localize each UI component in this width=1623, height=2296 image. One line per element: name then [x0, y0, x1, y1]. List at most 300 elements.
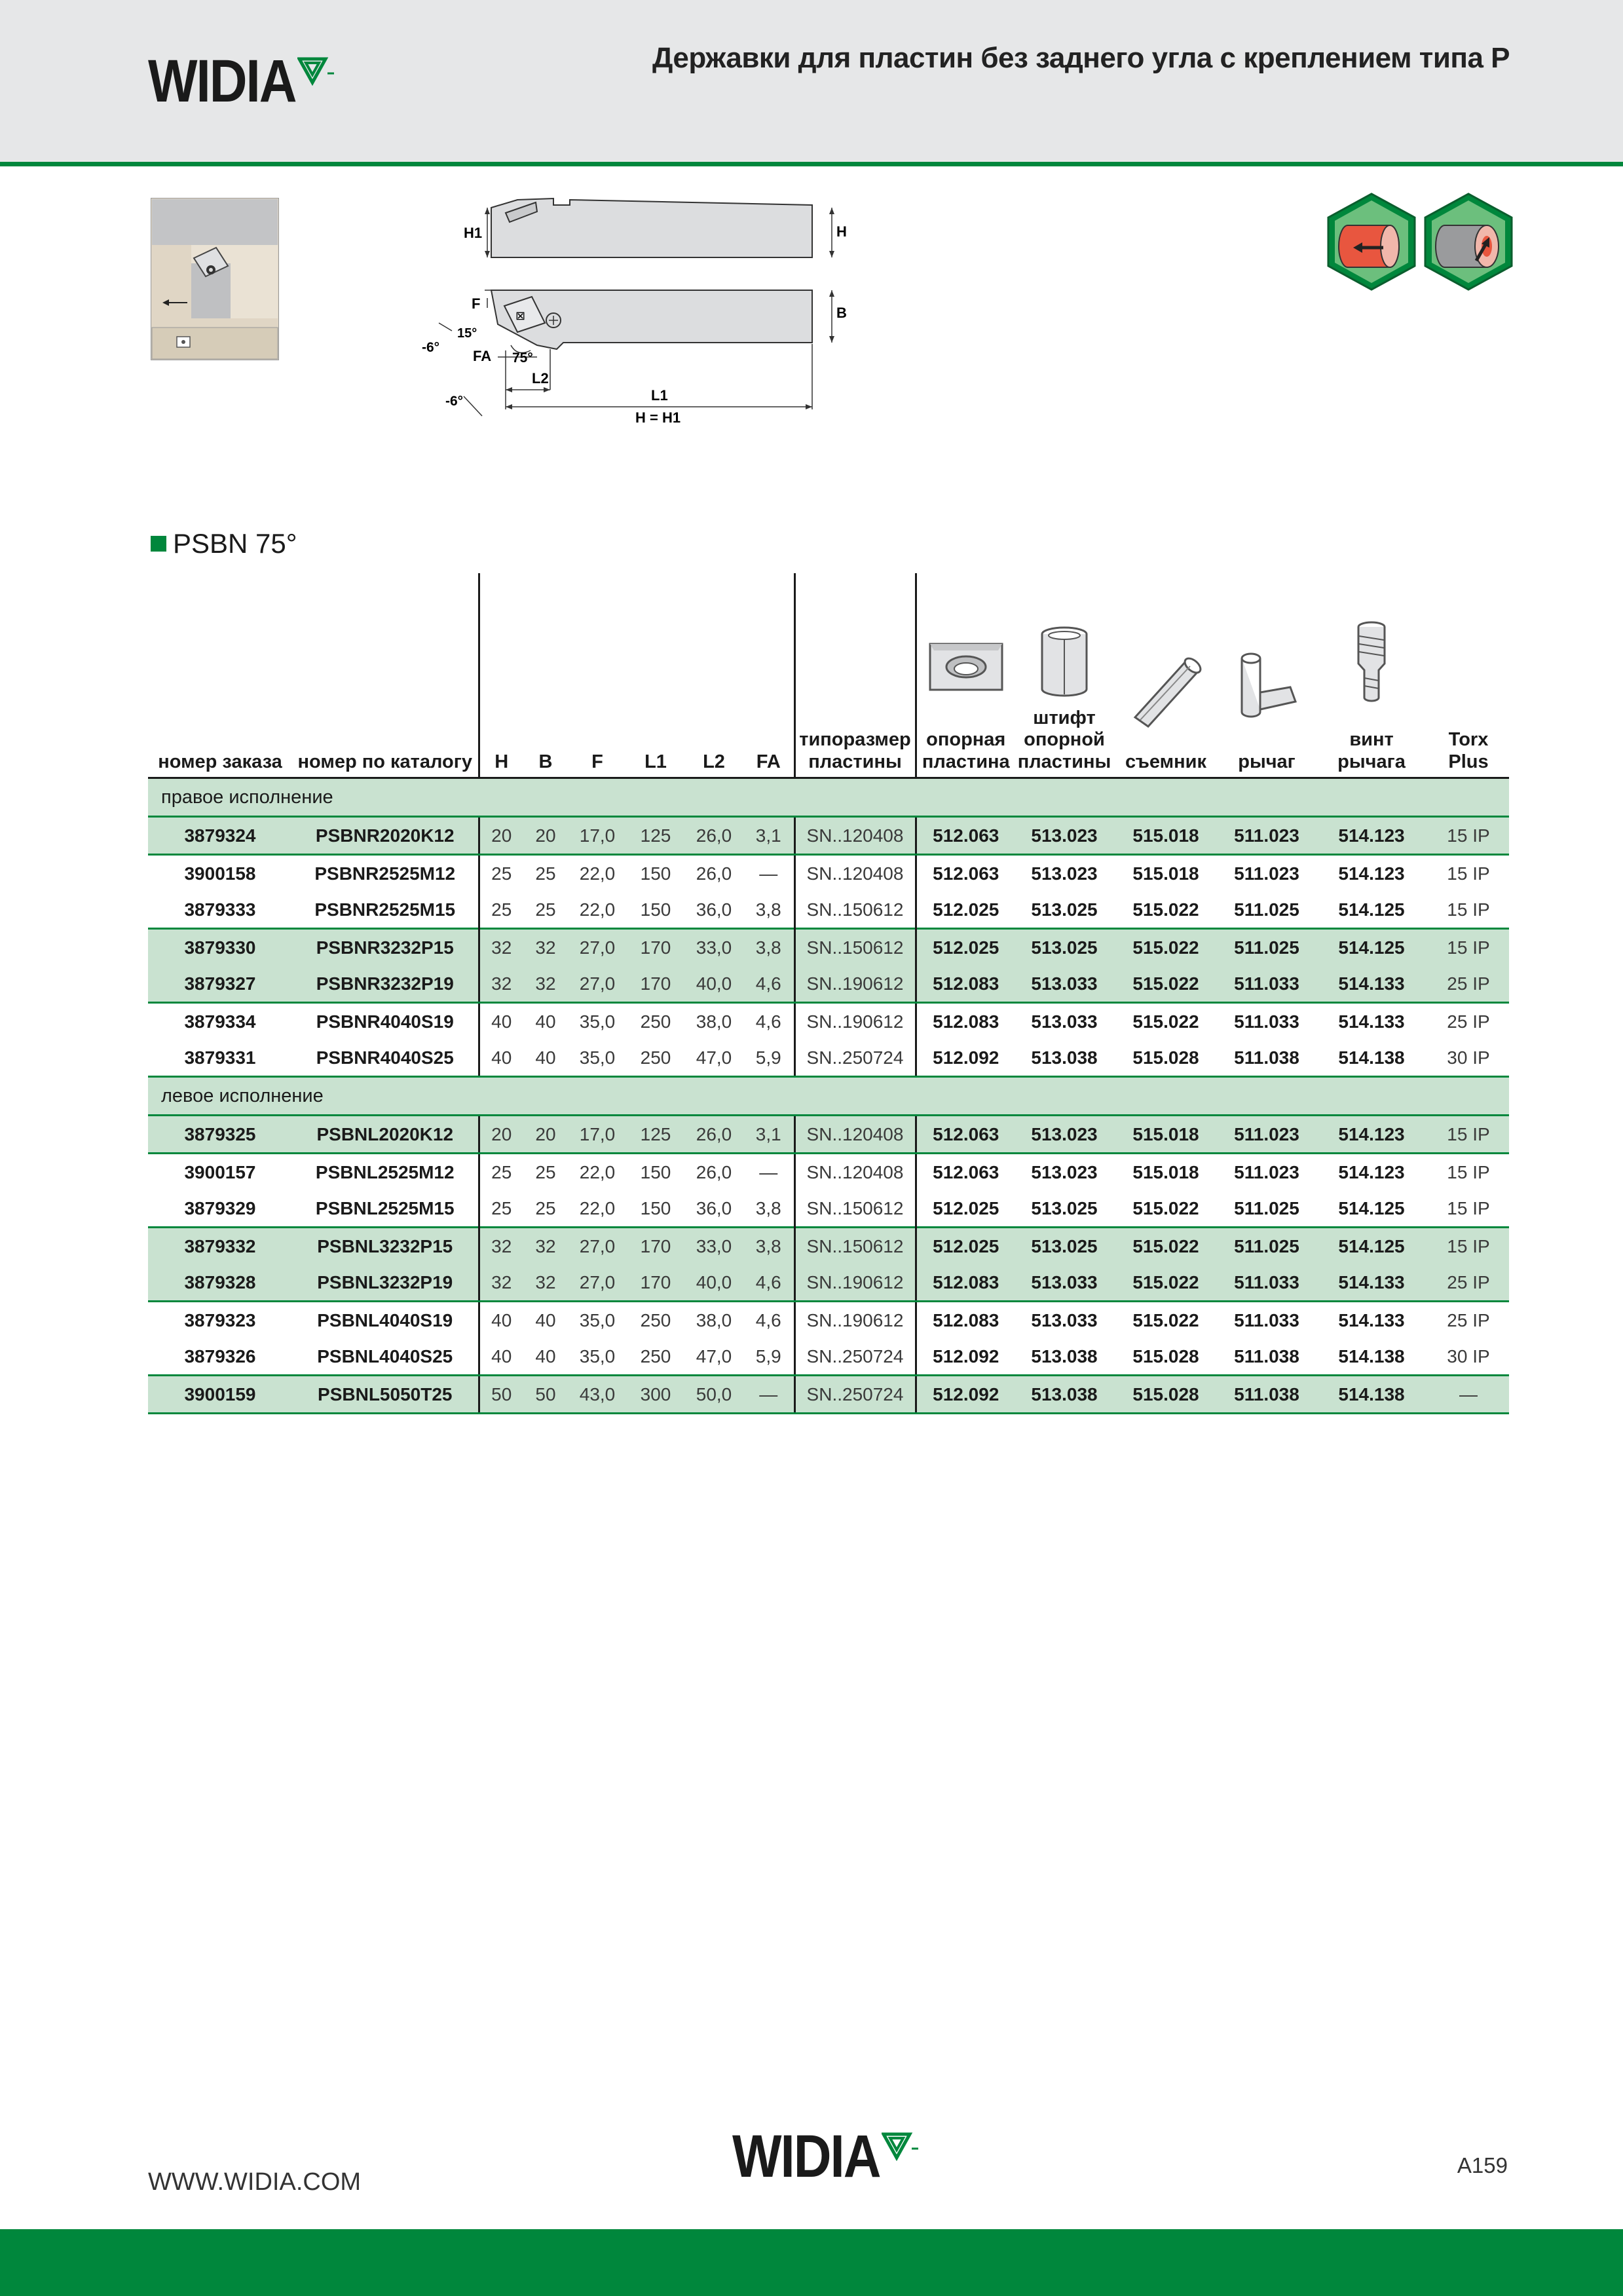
cell-torx: 25 IP — [1447, 1011, 1490, 1032]
cell-l2: 26,0 — [696, 1161, 732, 1182]
cell-l2: 38,0 — [696, 1011, 732, 1032]
cell-pin: 513.023 — [1015, 817, 1113, 855]
cell-screw: 514.125 — [1315, 929, 1428, 966]
cell-catalog: PSBNR2525M12 — [314, 863, 456, 884]
cell-puller: 515.018 — [1132, 863, 1199, 884]
cell-l1: 300 — [627, 1376, 684, 1414]
cell-insert: SN..120408 — [794, 817, 916, 855]
col-lever-screw — [1315, 573, 1428, 778]
col-order: номер заказа — [148, 573, 292, 778]
cell-lever: 511.033 — [1234, 1309, 1299, 1330]
cell-insert: SN..120408 — [794, 1154, 916, 1191]
cell-fa: 4,6 — [755, 1309, 781, 1330]
cell-catalog: PSBNR2020K12 — [292, 817, 479, 855]
cell-insert: SN..190612 — [794, 966, 916, 1003]
cell-l1: 170 — [627, 1228, 684, 1265]
cell-h: 40 — [479, 1302, 523, 1339]
cell-puller: 515.022 — [1113, 1264, 1218, 1302]
label-h-eq-h1: H = H1 — [635, 409, 681, 426]
table-row — [148, 1302, 1509, 1339]
cell-torx: 25 IP — [1428, 1264, 1509, 1302]
cell-puller: 515.018 — [1132, 1161, 1199, 1182]
cell-b: 32 — [523, 1228, 568, 1265]
cell-insert: SN..190612 — [794, 1264, 916, 1302]
label-neg6-top: -6° — [422, 340, 440, 355]
col-l2: L2 — [684, 573, 743, 778]
cell-b: 40 — [523, 1338, 568, 1376]
cell-h: 32 — [479, 1228, 523, 1265]
cell-screw: 514.133 — [1338, 1011, 1405, 1032]
cell-order: 3879327 — [148, 966, 292, 1003]
cell-torx: 30 IP — [1428, 1338, 1509, 1376]
cell-catalog: PSBNR3232P19 — [292, 966, 479, 1003]
cell-screw: 514.123 — [1338, 863, 1405, 884]
cell-l1: 150 — [640, 863, 671, 884]
cell-l1: 125 — [627, 1116, 684, 1154]
table-row — [148, 855, 1509, 892]
cell-lever: 511.038 — [1218, 1376, 1315, 1414]
col-l1: L1 — [627, 573, 684, 778]
cell-pin: 513.023 — [1015, 1116, 1113, 1154]
cell-f: 35,0 — [579, 1011, 616, 1032]
cell-puller: 515.022 — [1132, 1197, 1199, 1218]
cell-b: 25 — [535, 899, 556, 920]
cell-catalog: PSBNL2020K12 — [292, 1116, 479, 1154]
shim-icon — [923, 631, 1009, 703]
label-75deg: 75° — [512, 350, 533, 366]
footer-url[interactable]: WWW.WIDIA.COM — [148, 2168, 362, 2196]
table-row — [148, 1338, 1509, 1376]
cell-l1: 150 — [640, 899, 671, 920]
cell-order: 3879334 — [184, 1011, 256, 1032]
cell-puller: 515.022 — [1113, 1228, 1218, 1265]
footer-band — [0, 2229, 1623, 2296]
footer-widia-triangle-icon — [882, 2132, 921, 2164]
cell-h: 40 — [479, 1338, 523, 1376]
cell-l1: 250 — [640, 1309, 671, 1330]
cell-puller: 515.018 — [1113, 1116, 1218, 1154]
cell-h: 25 — [479, 1154, 523, 1191]
cell-lever: 511.025 — [1218, 1228, 1315, 1265]
cell-catalog: PSBNR4040S25 — [292, 1040, 479, 1077]
product-table — [148, 573, 1509, 1414]
cell-pin: 513.033 — [1015, 966, 1113, 1003]
cell-insert: SN..190612 — [794, 1302, 916, 1339]
cell-catalog: PSBNR4040S19 — [316, 1011, 454, 1032]
cell-shim: 512.025 — [916, 892, 1015, 929]
cell-shim: 512.092 — [916, 1040, 1015, 1077]
cell-insert: SN..190612 — [794, 1003, 916, 1040]
cell-l2: 38,0 — [696, 1309, 732, 1330]
cell-order: 3879331 — [148, 1040, 292, 1077]
cell-l2: 33,0 — [684, 1228, 743, 1265]
label-l2: L2 — [532, 370, 549, 386]
cell-f: 27,0 — [568, 966, 627, 1003]
cell-lever: 511.023 — [1234, 1161, 1299, 1182]
shim-pin-icon — [1032, 624, 1097, 702]
label-h: H — [836, 223, 847, 240]
cell-l2: 47,0 — [684, 1338, 743, 1376]
cell-puller: 515.028 — [1113, 1376, 1218, 1414]
table-row — [148, 966, 1509, 1003]
cell-insert: SN..250724 — [794, 1338, 916, 1376]
cell-screw: 514.138 — [1315, 1338, 1428, 1376]
cell-f: 17,0 — [568, 817, 627, 855]
cell-catalog: PSBNL4040S19 — [317, 1309, 453, 1330]
section-title — [151, 528, 297, 559]
header-rule — [0, 162, 1623, 166]
cell-catalog: PSBNL2525M12 — [315, 1161, 455, 1182]
cell-pin: 513.025 — [1031, 1197, 1098, 1218]
cell-screw: 514.138 — [1315, 1040, 1428, 1077]
cell-pin: 513.033 — [1031, 1309, 1098, 1330]
cell-insert: SN..150612 — [794, 929, 916, 966]
col-b: B — [523, 573, 568, 778]
cell-l1: 150 — [640, 1161, 671, 1182]
cell-b: 50 — [523, 1376, 568, 1414]
cell-shim: 512.083 — [916, 1264, 1015, 1302]
cell-fa: 3,8 — [743, 1228, 794, 1265]
cell-fa: — — [759, 863, 778, 884]
cell-h: 20 — [479, 817, 523, 855]
cell-catalog: PSBNL4040S25 — [292, 1338, 479, 1376]
cell-insert: SN..150612 — [794, 1190, 916, 1228]
label-fa: FA — [473, 348, 492, 364]
col-lever-screw-label: винт рычага — [1337, 729, 1406, 772]
cell-order: 3900157 — [184, 1161, 256, 1182]
cell-fa: 3,8 — [755, 899, 781, 920]
cell-h: 50 — [479, 1376, 523, 1414]
cell-order: 3879323 — [184, 1309, 256, 1330]
cell-screw: 514.123 — [1338, 1161, 1405, 1182]
label-neg6-bottom: -6° — [445, 394, 464, 409]
table-row — [148, 1116, 1509, 1154]
table-row — [148, 1003, 1509, 1040]
cell-pin: 513.023 — [1031, 1161, 1098, 1182]
cell-l1: 125 — [627, 817, 684, 855]
cell-screw: 514.123 — [1315, 1116, 1428, 1154]
label-l1: L1 — [651, 387, 668, 404]
table-row — [148, 1154, 1509, 1191]
cell-l2: 26,0 — [684, 817, 743, 855]
cell-order: 3879330 — [148, 929, 292, 966]
cell-b: 25 — [535, 1161, 556, 1182]
cell-insert: SN..150612 — [794, 892, 916, 929]
cell-h: 32 — [479, 929, 523, 966]
cell-torx: 15 IP — [1447, 1161, 1490, 1182]
col-shim — [916, 573, 1015, 778]
cell-catalog: PSBNL3232P15 — [292, 1228, 479, 1265]
logo-text: WIDIA — [148, 47, 296, 115]
cell-puller: 515.018 — [1113, 817, 1218, 855]
cell-b: 40 — [523, 1040, 568, 1077]
cell-screw: 514.133 — [1315, 966, 1428, 1003]
cell-puller: 515.022 — [1132, 1309, 1199, 1330]
cell-f: 35,0 — [579, 1309, 616, 1330]
cell-h: 32 — [479, 1264, 523, 1302]
cell-insert: SN..150612 — [794, 1228, 916, 1265]
table-row — [148, 1264, 1509, 1302]
cell-l2: 36,0 — [696, 1197, 732, 1218]
cell-order: 3900158 — [184, 863, 256, 884]
cell-catalog: PSBNL5050T25 — [292, 1376, 479, 1414]
cell-torx: 15 IP — [1447, 863, 1490, 884]
cell-torx: 25 IP — [1447, 1309, 1490, 1330]
cell-pin: 513.033 — [1031, 1011, 1098, 1032]
label-15deg: 15° — [457, 326, 477, 341]
lever-icon — [1227, 647, 1306, 732]
cell-b: 40 — [535, 1011, 556, 1032]
cell-lever: 511.025 — [1218, 929, 1315, 966]
col-torx: Torx Plus — [1428, 573, 1509, 778]
svg-text:⊠: ⊠ — [515, 309, 526, 323]
cell-torx: 15 IP — [1447, 1197, 1490, 1218]
cell-f: 27,0 — [568, 929, 627, 966]
cell-screw: 514.125 — [1338, 1197, 1405, 1218]
cell-puller: 515.022 — [1132, 1011, 1199, 1032]
cell-puller: 515.028 — [1113, 1338, 1218, 1376]
cell-lever: 511.023 — [1218, 817, 1315, 855]
col-f: F — [568, 573, 627, 778]
cell-fa: 4,6 — [743, 1264, 794, 1302]
cell-l2: 26,0 — [696, 863, 732, 884]
cell-b: 32 — [523, 1264, 568, 1302]
cell-f: 17,0 — [568, 1116, 627, 1154]
lever-screw-icon — [1342, 618, 1401, 709]
coating-icon-external — [1324, 191, 1419, 292]
cell-screw: 514.123 — [1315, 817, 1428, 855]
col-pin-label: штифт опорной пластины — [1017, 707, 1111, 772]
col-catalog: номер по каталогу — [292, 573, 479, 778]
cell-shim: 512.083 — [916, 1003, 1015, 1040]
section-marker — [151, 536, 166, 552]
cell-shim: 512.025 — [916, 1190, 1015, 1228]
cell-b: 20 — [523, 1116, 568, 1154]
cell-h: 25 — [479, 892, 523, 929]
cell-order: 3879333 — [184, 899, 256, 920]
page-number: A159 — [1457, 2153, 1508, 2177]
cell-h: 20 — [479, 1116, 523, 1154]
cell-h: 32 — [479, 966, 523, 1003]
col-lever — [1218, 573, 1315, 778]
cell-lever: 511.033 — [1234, 1011, 1299, 1032]
cell-torx: — — [1428, 1376, 1509, 1414]
col-insert-size: типоразмер пластины — [794, 573, 916, 778]
cell-l2: 50,0 — [684, 1376, 743, 1414]
cell-lever: 511.023 — [1234, 863, 1299, 884]
cell-torx: 15 IP — [1428, 817, 1509, 855]
cell-l1: 170 — [627, 1264, 684, 1302]
cell-screw: 514.133 — [1315, 1264, 1428, 1302]
cell-fa: 3,1 — [743, 817, 794, 855]
page-title: Державки для пластин без заднего угла с креплением типа P — [652, 42, 1510, 74]
cell-shim: 512.025 — [916, 1228, 1015, 1265]
cell-pin: 513.025 — [1015, 1228, 1113, 1265]
cell-l1: 250 — [627, 1040, 684, 1077]
cell-pin: 513.038 — [1015, 1338, 1113, 1376]
cell-shim: 512.063 — [916, 817, 1015, 855]
cell-pin: 513.038 — [1015, 1376, 1113, 1414]
col-fa: FA — [743, 573, 794, 778]
technical-drawing — [419, 193, 865, 436]
cell-shim: 512.063 — [916, 855, 1015, 892]
label-h1: H1 — [464, 225, 483, 241]
cell-f: 22,0 — [579, 1161, 616, 1182]
section-title-text: PSBN 75° — [173, 528, 297, 559]
cell-b: 32 — [523, 966, 568, 1003]
cell-fa: 5,9 — [743, 1040, 794, 1077]
col-pin — [1015, 573, 1113, 778]
widia-logo — [148, 47, 337, 115]
cell-lever: 511.033 — [1218, 966, 1315, 1003]
cell-l1: 170 — [627, 966, 684, 1003]
cell-l2: 47,0 — [684, 1040, 743, 1077]
cell-torx: 15 IP — [1428, 1228, 1509, 1265]
table-row — [148, 1228, 1509, 1265]
cell-fa: 3,1 — [743, 1116, 794, 1154]
cell-torx: 30 IP — [1428, 1040, 1509, 1077]
cell-torx: 25 IP — [1428, 966, 1509, 1003]
cell-lever: 511.025 — [1234, 899, 1299, 920]
table-row — [148, 1040, 1509, 1077]
cell-torx: 15 IP — [1447, 899, 1490, 920]
cell-b: 32 — [523, 929, 568, 966]
widia-triangle-icon — [297, 56, 337, 89]
label-f: F — [472, 295, 481, 312]
cell-lever: 511.033 — [1218, 1264, 1315, 1302]
label-b: B — [836, 305, 847, 321]
cell-catalog: PSBNL2525M15 — [315, 1197, 455, 1218]
group-label: левое исполнение — [148, 1077, 1509, 1116]
cell-pin: 513.025 — [1015, 929, 1113, 966]
cell-puller: 515.022 — [1113, 966, 1218, 1003]
table-row — [148, 817, 1509, 855]
cell-fa: 5,9 — [743, 1338, 794, 1376]
cell-torx: 15 IP — [1428, 929, 1509, 966]
cell-l1: 150 — [640, 1197, 671, 1218]
cell-f: 22,0 — [579, 899, 616, 920]
cell-h: 40 — [479, 1003, 523, 1040]
cell-f: 22,0 — [579, 863, 616, 884]
cell-order: 3879326 — [148, 1338, 292, 1376]
coating-icon-internal — [1421, 191, 1516, 292]
col-puller-label: съемник — [1125, 751, 1206, 772]
cell-shim: 512.092 — [916, 1338, 1015, 1376]
cell-l2: 33,0 — [684, 929, 743, 966]
cell-f: 43,0 — [568, 1376, 627, 1414]
cell-l2: 26,0 — [684, 1116, 743, 1154]
cell-f: 27,0 — [568, 1228, 627, 1265]
table-row — [148, 1376, 1509, 1414]
footer-logo-text: WIDIA — [732, 2122, 880, 2190]
cell-h: 25 — [479, 855, 523, 892]
cell-b: 25 — [535, 863, 556, 884]
cell-l2: 36,0 — [696, 899, 732, 920]
group-row — [148, 1077, 1509, 1116]
col-puller — [1113, 573, 1218, 778]
cell-h: 25 — [479, 1190, 523, 1228]
cell-order: 3879332 — [148, 1228, 292, 1265]
cell-order: 3879325 — [148, 1116, 292, 1154]
cell-catalog: PSBNR2525M15 — [314, 899, 456, 920]
cell-shim: 512.083 — [916, 966, 1015, 1003]
cell-fa: — — [759, 1161, 778, 1182]
cell-order: 3879329 — [184, 1197, 256, 1218]
cell-screw: 514.125 — [1315, 1228, 1428, 1265]
cell-shim: 512.092 — [916, 1376, 1015, 1414]
holder-illustration — [151, 198, 279, 360]
cell-shim: 512.083 — [916, 1302, 1015, 1339]
cell-fa: 3,8 — [755, 1197, 781, 1218]
cell-h: 40 — [479, 1040, 523, 1077]
cell-f: 22,0 — [579, 1197, 616, 1218]
cell-l2: 40,0 — [684, 1264, 743, 1302]
cell-fa: — — [743, 1376, 794, 1414]
cell-shim: 512.025 — [916, 929, 1015, 966]
cell-puller: 515.028 — [1113, 1040, 1218, 1077]
cell-f: 35,0 — [568, 1338, 627, 1376]
cell-insert: SN..120408 — [794, 855, 916, 892]
table-row — [148, 892, 1509, 929]
cell-pin: 513.038 — [1015, 1040, 1113, 1077]
puller-icon — [1123, 647, 1208, 732]
cell-screw: 514.133 — [1338, 1309, 1405, 1330]
footer-widia-logo — [732, 2122, 921, 2190]
cell-puller: 515.022 — [1132, 899, 1199, 920]
table-row — [148, 1190, 1509, 1228]
cell-l1: 250 — [640, 1011, 671, 1032]
cell-torx: 15 IP — [1428, 1116, 1509, 1154]
cell-l1: 250 — [627, 1338, 684, 1376]
col-h: H — [479, 573, 523, 778]
cell-catalog: PSBNR3232P15 — [292, 929, 479, 966]
table-row — [148, 929, 1509, 966]
cell-puller: 515.022 — [1113, 929, 1218, 966]
cell-catalog: PSBNL3232P19 — [292, 1264, 479, 1302]
cell-f: 35,0 — [568, 1040, 627, 1077]
cell-insert: SN..120408 — [794, 1116, 916, 1154]
cell-shim: 512.063 — [916, 1116, 1015, 1154]
group-row — [148, 778, 1509, 817]
cell-insert: SN..250724 — [794, 1376, 916, 1414]
cell-order: 3879324 — [148, 817, 292, 855]
cell-pin: 513.023 — [1031, 863, 1098, 884]
cell-pin: 513.033 — [1015, 1264, 1113, 1302]
cell-l2: 40,0 — [684, 966, 743, 1003]
col-lever-label: рычаг — [1238, 751, 1296, 772]
cell-lever: 511.038 — [1218, 1040, 1315, 1077]
cell-fa: 4,6 — [755, 1011, 781, 1032]
cell-lever: 511.025 — [1234, 1197, 1299, 1218]
cell-screw: 514.138 — [1315, 1376, 1428, 1414]
cell-b: 20 — [523, 817, 568, 855]
table-body — [148, 778, 1509, 1414]
cell-f: 27,0 — [568, 1264, 627, 1302]
cell-screw: 514.125 — [1338, 899, 1405, 920]
cell-b: 40 — [535, 1309, 556, 1330]
cell-lever: 511.038 — [1218, 1338, 1315, 1376]
cell-fa: 3,8 — [743, 929, 794, 966]
col-shim-label: опорная пластина — [922, 729, 1010, 772]
cell-pin: 513.025 — [1031, 899, 1098, 920]
cell-order: 3879328 — [148, 1264, 292, 1302]
cell-lever: 511.023 — [1218, 1116, 1315, 1154]
cell-shim: 512.063 — [916, 1154, 1015, 1191]
cell-fa: 4,6 — [743, 966, 794, 1003]
cell-order: 3900159 — [148, 1376, 292, 1414]
cell-l1: 170 — [627, 929, 684, 966]
cell-b: 25 — [535, 1197, 556, 1218]
